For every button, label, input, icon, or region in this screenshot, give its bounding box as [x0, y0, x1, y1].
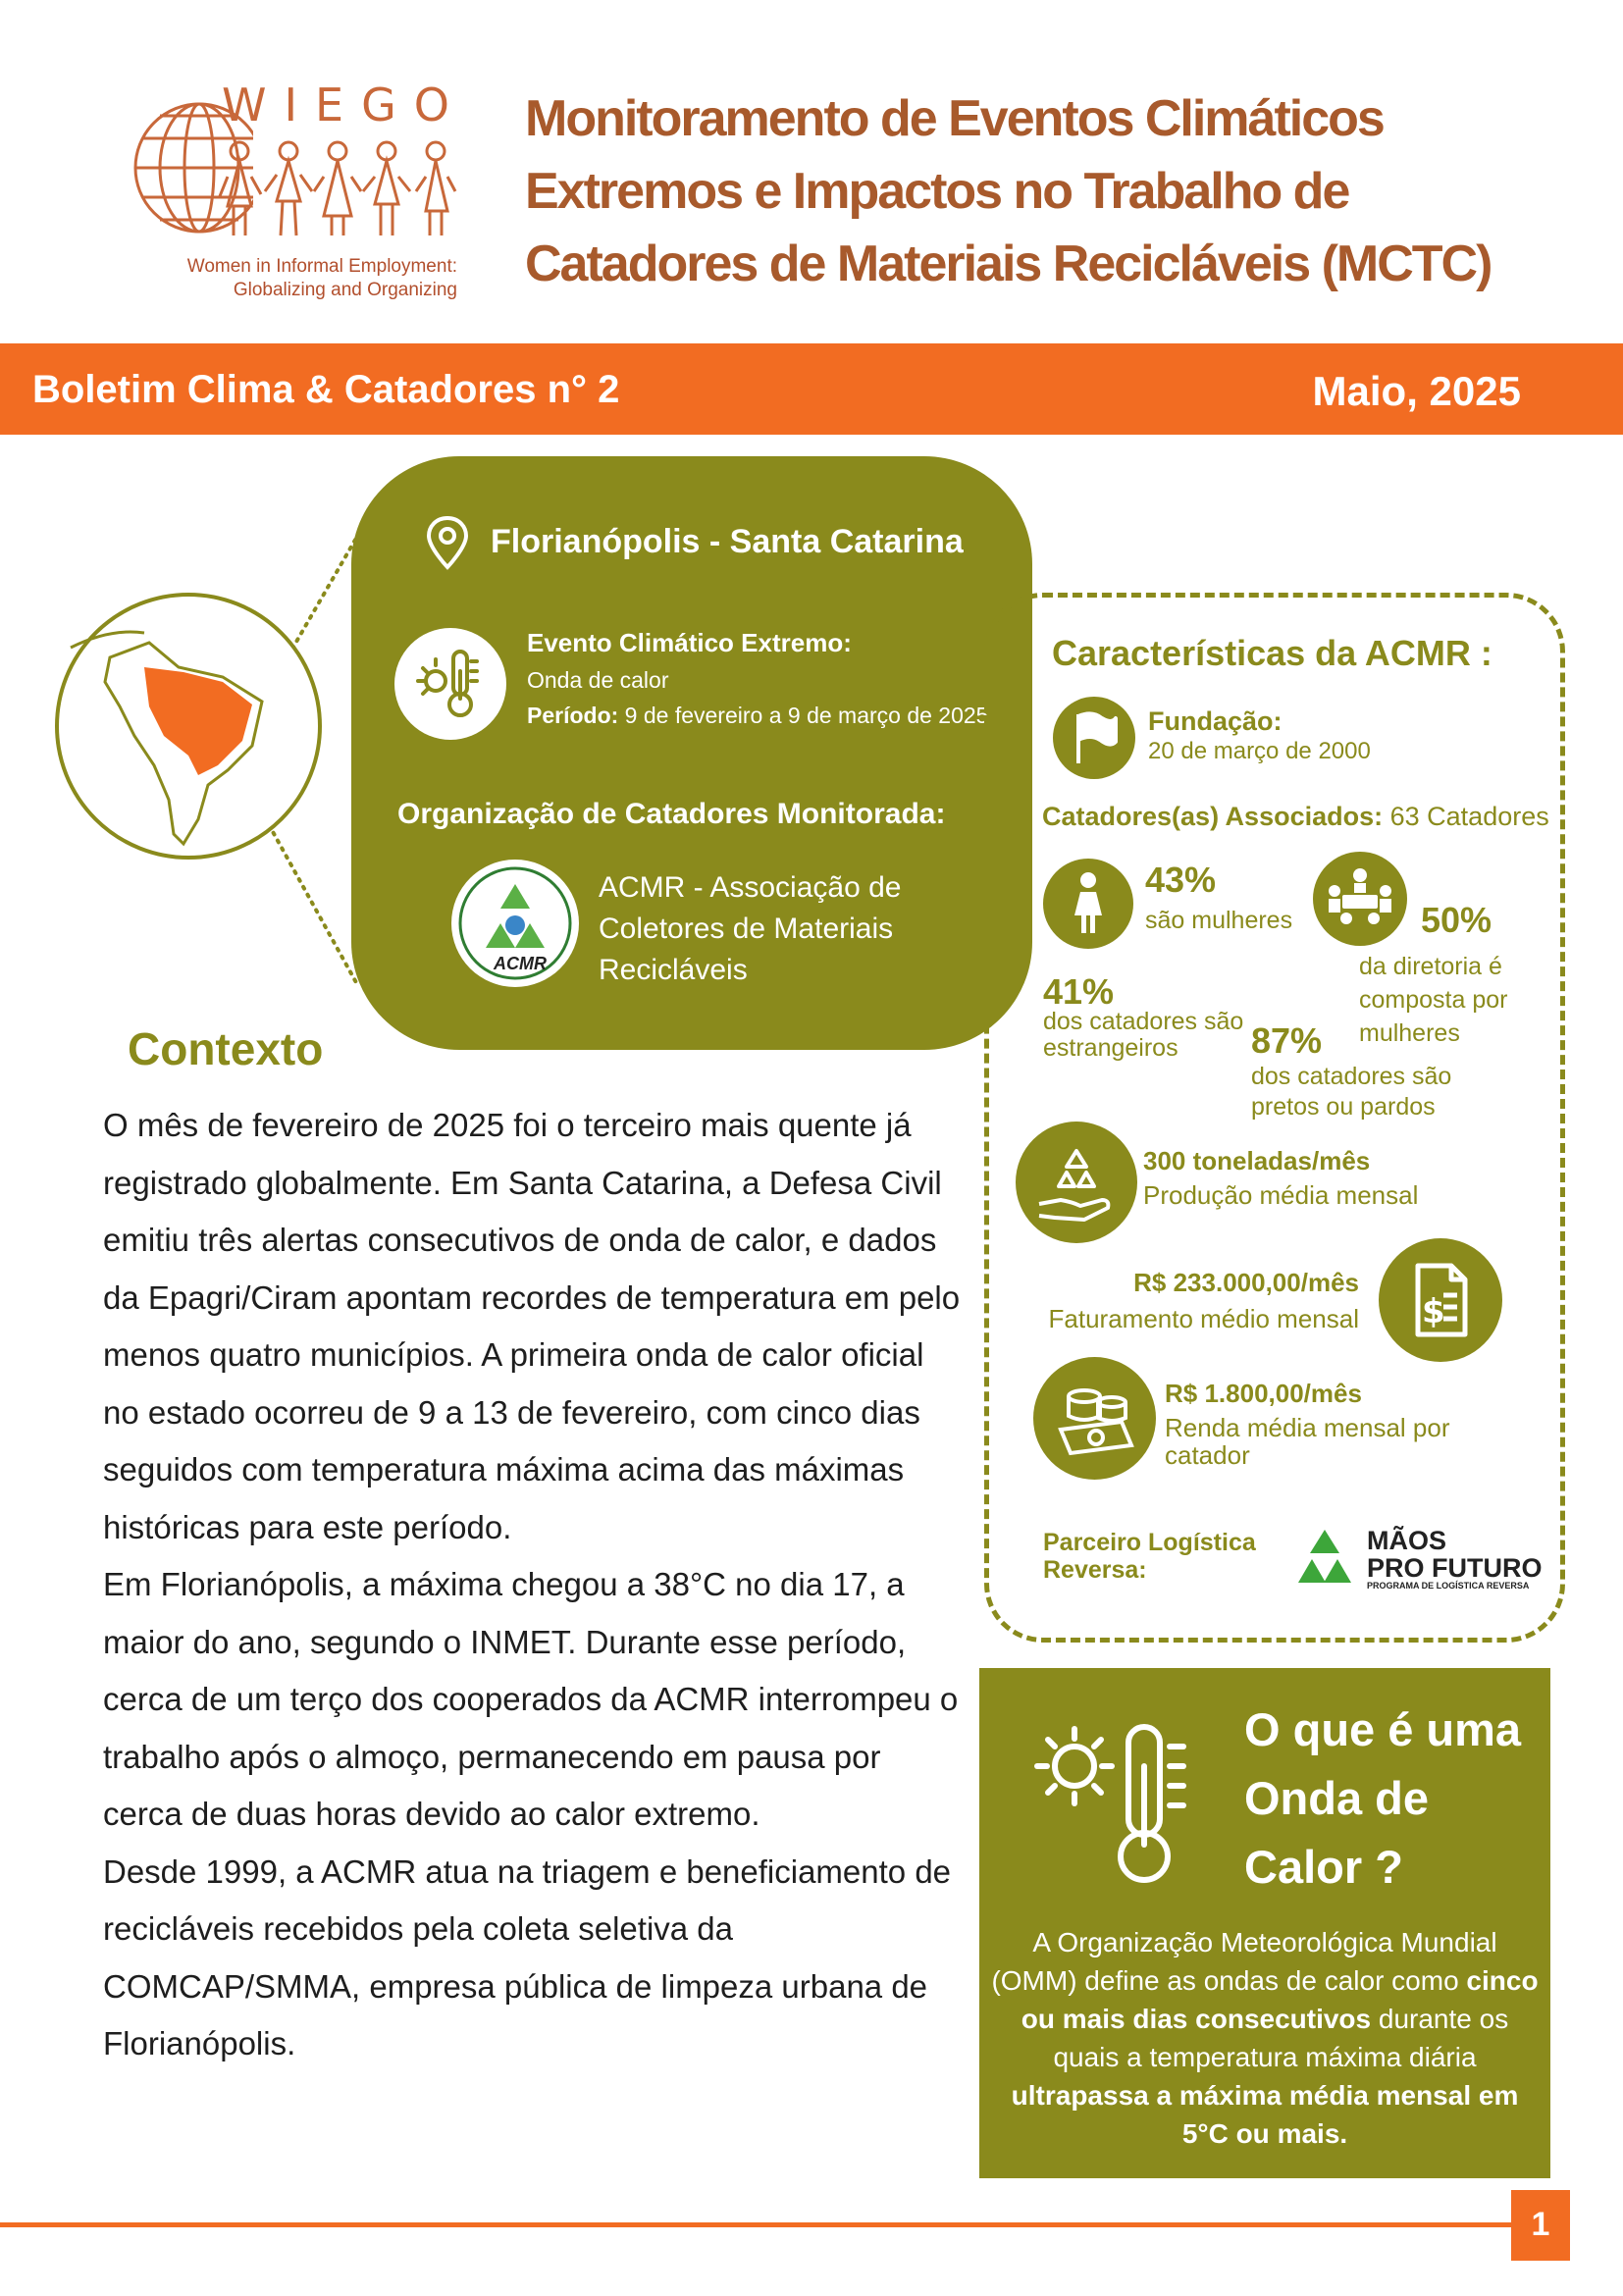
board-pct: 50% [1421, 900, 1492, 940]
invoice-icon [1379, 1238, 1502, 1362]
board-text: da diretoria é composta por mulheres [1359, 953, 1508, 1047]
acmr-logo-text: ACMR [494, 954, 547, 973]
partner-subtitle: PROGRAMA DE LOGÍSTICA REVERSA [1367, 1581, 1530, 1591]
woman-icon [1043, 859, 1133, 949]
location-pin-icon [424, 514, 471, 573]
production-value: 300 toneladas/mês [1143, 1146, 1371, 1175]
bulletin-date: Maio, 2025 [1312, 368, 1521, 414]
black-text: dos catadores são pretos ou pardos [1251, 1063, 1452, 1121]
heatwave-heading: O que é uma Onda de Calor ? [1244, 1703, 1522, 1893]
partner-label: Parceiro Logística Reversa: [1043, 1529, 1256, 1584]
women-text: são mulheres [1145, 907, 1293, 934]
thermometer-sun-icon [404, 638, 497, 730]
heatwave-definition: A Organização Meteorológica Mundial (OMM) define as ondas de calor como cinco ou mais dias consecutivos durante os quais a temperatura máxima diária ultrapassa a máxima média mensal em 5°C ou mais. [991, 1927, 1539, 2149]
income-label: Renda média mensal por catador [1165, 1413, 1450, 1470]
women-pct: 43% [1145, 860, 1217, 900]
recycle-hand-icon [1016, 1122, 1137, 1243]
org-label: Organização de Catadores Monitorada: [397, 798, 946, 830]
maos-pro-futuro-logo-icon [1290, 1524, 1359, 1592]
context-paragraph: Desde 1999, a ACMR atua na triagem e beneficiamento de recicláveis recebidos pela coleta seletiva da COMCAP/SMMA, empresa pública de limpeza urbana de Florianópolis. [103, 1852, 952, 2061]
black-pct: 87% [1251, 1020, 1323, 1061]
foreign-text: dos catadores são estrangeiros [1043, 1008, 1244, 1062]
org-name: ACMR - Associação de Coletores de Materiais Recicláveis [599, 871, 902, 986]
south-america-map-icon [51, 589, 326, 863]
flag-icon [1053, 697, 1135, 779]
event-type: Onda de calor [527, 667, 669, 693]
event-label: Evento Climático Extremo: [527, 628, 852, 657]
associates: Catadores(as) Associados: 63 Catadores [1042, 802, 1549, 831]
coins-icon [1033, 1357, 1156, 1480]
foundation-date: 20 de março de 2000 [1148, 738, 1371, 764]
context-heading: Contexto [128, 1023, 324, 1074]
characteristics-heading: Características da ACMR : [1052, 633, 1492, 673]
board-meeting-icon [1313, 852, 1407, 946]
wiego-tagline: Women in Informal Employment: Globalizing and Organizing [186, 256, 457, 300]
foreign-pct: 41% [1043, 971, 1115, 1012]
production-label: Produção média mensal [1143, 1180, 1419, 1210]
context-paragraph: Em Florianópolis, a máxima chegou a 38°C no dia 17, a maior do ano, segundo o INMET. Durante esse período, cerca de um terço dos cooperados da ACMR interrompeu o trabalho após o almoço, permanecendo em pausa por cerca de duas horas devido ao calor extremo. [103, 1566, 959, 1832]
revenue-value: R$ 233.000,00/mês [1133, 1268, 1359, 1297]
location-name: Florianópolis - Santa Catarina [491, 523, 964, 560]
partner-name: MÃOS PRO FUTURO [1367, 1526, 1543, 1583]
document-title: Monitoramento de Eventos Climáticos Extremos e Impactos no Trabalho de Catadores de Materiais Recicláveis (MCTC) [525, 90, 1492, 292]
context-body [103, 1097, 967, 2073]
bulletin-title: Boletim Clima & Catadores n° 2 [32, 368, 620, 411]
wiego-people-icon [218, 137, 458, 240]
sun-thermometer-icon [1021, 1707, 1207, 1894]
foundation-label: Fundação: [1148, 706, 1283, 736]
event-period: Período: 9 de fevereiro a 9 de março de 2025 [527, 703, 989, 728]
svg-text:$: $ [1422, 1292, 1445, 1331]
footer-line [0, 2222, 1511, 2227]
page-number: 1 [1531, 2206, 1550, 2243]
context-paragraph: O mês de fevereiro de 2025 foi o terceiro mais quente já registrado globalmente. Em Santa Catarina, a Defesa Civil emitiu três alertas consecutivos de onda de calor, e dados da Epagri/Ciram apontam recordes de temperatura em pelo menos quatro municípios. A primeira onda de calor oficial no estado ocorreu de 9 a 13 de fevereiro, com cinco dias seguidos com temperatura máxima acima das máximas históricas para este período. [103, 1107, 961, 1545]
income-value: R$ 1.800,00/mês [1165, 1379, 1362, 1408]
wiego-wordmark: WIEGO [222, 78, 467, 131]
revenue-label: Faturamento médio mensal [1048, 1304, 1359, 1333]
